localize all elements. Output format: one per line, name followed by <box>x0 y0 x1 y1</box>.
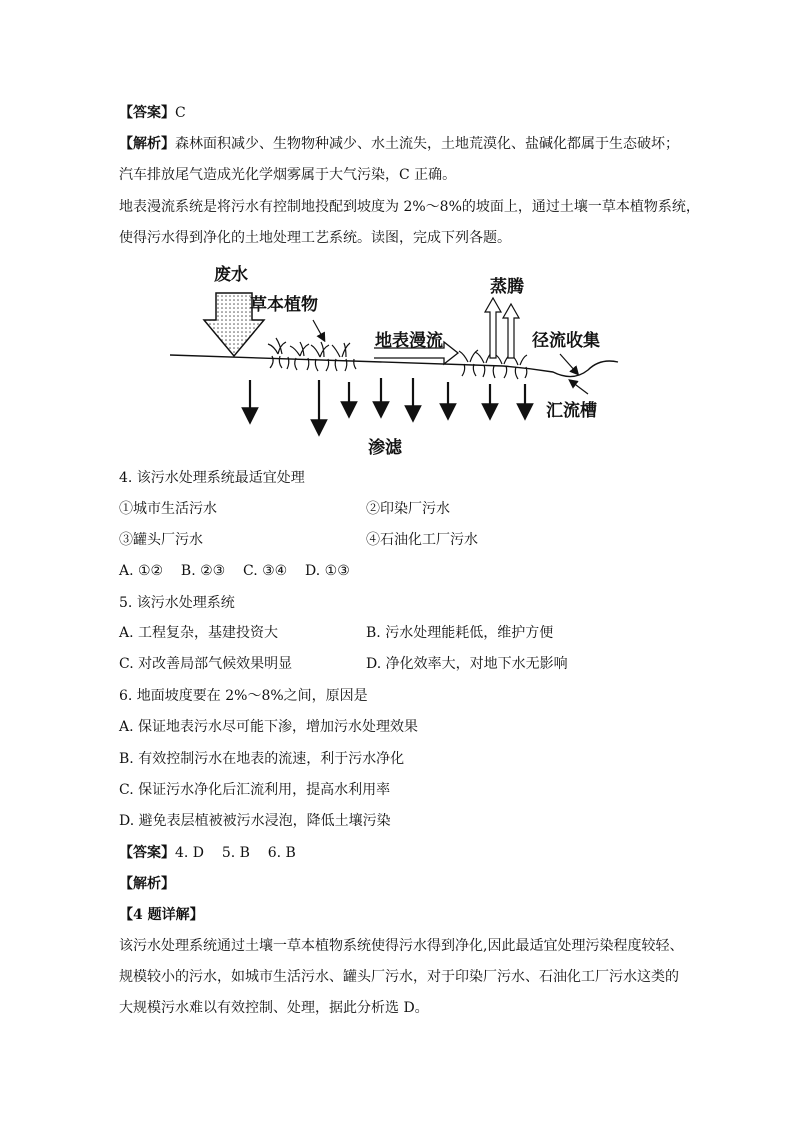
answer-label: 【答案】 <box>119 105 175 121</box>
answer-value: C <box>175 105 186 121</box>
answer2-label: 【答案】 <box>119 845 175 861</box>
detail4-line-1: 该污水处理系统通过土壤一草本植物系统使得污水得到净化,因此最适宜处理污染程度较轻、 <box>119 938 684 954</box>
label-surface-flow: 地表漫流 <box>375 331 443 351</box>
label-seepage: 渗滤 <box>368 438 402 458</box>
q4-option-1: ①城市生活污水 <box>119 501 217 517</box>
answer2-value: 4. D 5. B 6. B <box>175 845 296 861</box>
trough-pointer <box>572 382 588 394</box>
evaporation-arrows <box>485 298 519 358</box>
label-herbs: 草本植物 <box>250 295 318 315</box>
q4-choices: A. ①② B. ②③ C. ③④ D. ①③ <box>119 563 350 579</box>
label-waste-water: 废水 <box>214 265 248 285</box>
q4-option-3: ③罐头厂污水 <box>119 532 203 548</box>
answer-line <box>119 103 186 123</box>
detail4-line-3: 大规模污水难以有效控制、处理，据此分析选 D。 <box>119 1000 429 1016</box>
analysis-label: 【解析】 <box>119 136 175 152</box>
q5-option-c: C. 对改善局部气候效果明显 <box>119 656 293 672</box>
answer2-line <box>119 843 296 863</box>
q6-option-d: D. 避免表层植被被污水浸泡，降低土壤污染 <box>119 813 391 829</box>
plant-cluster-1 <box>268 338 356 371</box>
analysis-line-1 <box>119 134 679 154</box>
herbs-pointer <box>313 320 323 338</box>
q6-option-b: B. 有效控制污水在地表的流速，利于污水净化 <box>119 751 405 767</box>
q5-stem: 5. 该污水处理系统 <box>119 595 235 611</box>
analysis-text-1: 森林面积减少、生物物种减少、水土流失，土地荒漠化、盐碱化都属于生态破坏； <box>175 136 679 152</box>
detail4-line-2: 规模较小的污水，如城市生活污水、罐头厂污水，对于印染厂污水、石油化工厂污水这类的 <box>119 969 679 985</box>
detail4-label: 【4 题详解】 <box>119 907 204 923</box>
q4-stem: 4. 该污水处理系统最适宜处理 <box>119 470 305 486</box>
analysis2-label: 【解析】 <box>119 876 175 892</box>
label-trough: 汇流槽 <box>546 401 597 421</box>
label-runoff-collect: 径流收集 <box>532 331 600 351</box>
q4-option-4: ④石油化工厂污水 <box>366 532 478 548</box>
runoff-pointer <box>560 354 576 372</box>
q5-option-a: A. 工程复杂，基建投资大 <box>119 625 279 641</box>
q6-option-a: A. 保证地表污水尽可能下渗，增加污水处理效果 <box>119 719 419 735</box>
q5-option-b: B. 污水处理能耗低，维护方便 <box>366 625 554 641</box>
intro-line-1: 地表漫流系统是将污水有控制地投配到坡度为 2%～8%的坡面上，通过土壤一草本植物系统， <box>119 199 700 215</box>
q5-option-d: D. 净化效率大，对地下水无影响 <box>366 656 568 672</box>
overland-flow-diagram <box>168 258 628 458</box>
q4-option-2: ②印染厂污水 <box>366 501 450 517</box>
seepage-arrows <box>250 378 525 428</box>
intro-line-2: 使得污水得到净化的土地处理工艺系统。读图，完成下列各题。 <box>119 230 511 246</box>
analysis-line-2: 汽车排放尾气造成光化学烟雾属于大气污染，C 正确。 <box>119 167 457 183</box>
q6-option-c: C. 保证污水净化后汇流利用，提高水利用率 <box>119 782 391 798</box>
label-evaporation: 蒸腾 <box>490 277 524 297</box>
q6-stem: 6. 地面坡度要在 2%～8%之间，原因是 <box>119 688 368 704</box>
